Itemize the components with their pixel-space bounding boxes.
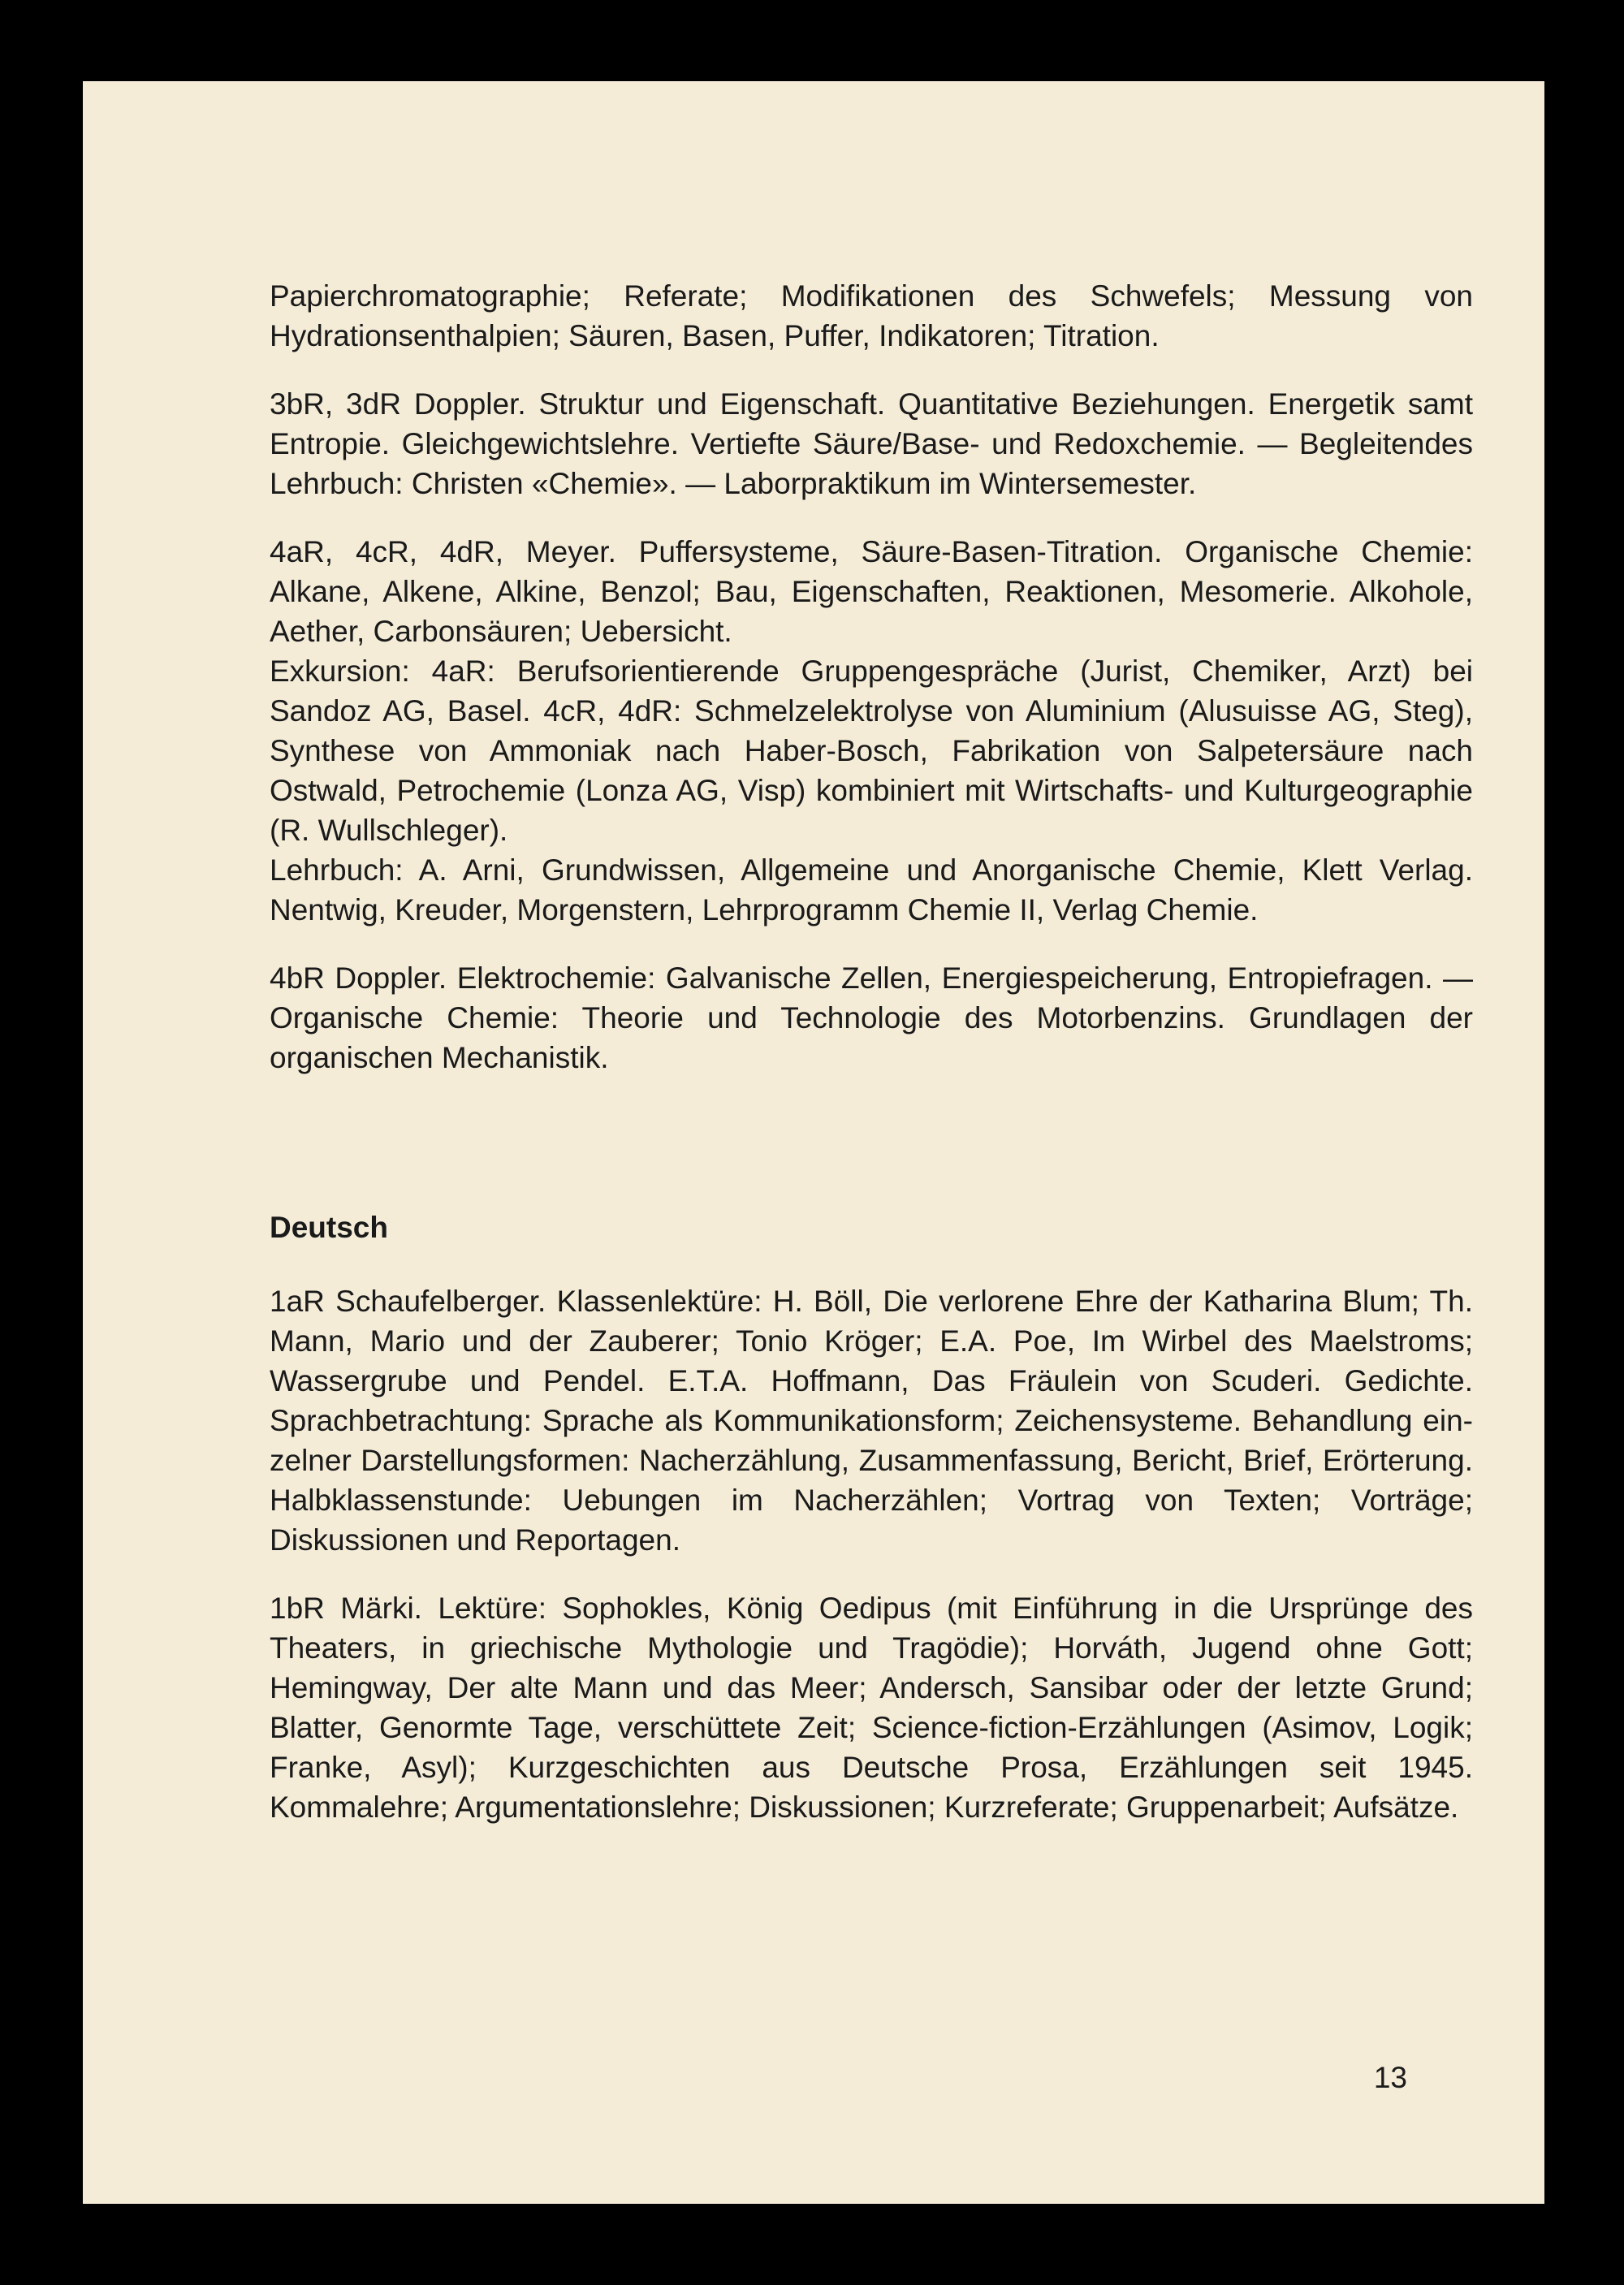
page-number: 13 (1373, 2061, 1407, 2094)
section-heading-deutsch: Deutsch (270, 1211, 388, 1244)
deutsch-paragraph-1aR: 1aR Schaufelberger. Klassenlektüre: H. Böll, Die verlorene Ehre der Katharina Blum; Th. Mann, Mario und der Zauberer; Tonio Kröger; E.A. Poe, Im Wirbel des Maelstroms; Wassergrube und Pendel. E.T.A. Hoffmann, Das Fräulein von Scuderi. Gedichte. Sprachbetrachtung: Sprache als Kommunikationsform; Zeichensysteme. Behandlung einzelner Darstellungsformen: Nacherzählung, Zusammenfassung, Bericht, Brief, Erörterung. Halbklassenstunde: Uebungen im Nacherzählen; Vortrag von Texten; Vorträge; Diskussionen und Reportagen. (270, 1285, 1473, 1557)
document-page (83, 81, 1544, 2204)
page-content (270, 276, 1473, 1855)
deutsch-paragraph-1bR: 1bR Märki. Lektüre: Sophokles, König Oedipus (mit Einführung in die Ursprünge des Theaters, in griechische Mythologie und Tragödie); Horváth, Jugend ohne Gott; Hemingway, Der alte Mann und das Meer; Andersch, Sansibar oder der letzte Grund; Blatter, Genormte Tage, verschüttete Zeit; Science-fiction-Erzählungen (Asimov, Logik; Franke, Asyl); Kurzgeschichten aus Deutsche Prosa, Erzählungen seit 1945. Kommalehre; Argumentationslehre; Diskussionen; Kurzreferate; Gruppenarbeit; Aufsätze. (270, 1592, 1473, 1824)
chemie-paragraph-4bR: 4bR Doppler. Elektrochemie: Galvanische Zellen, Energiespeicherung, Entropiefragen. — Organische Chemie: Theorie und Technologie des Motorbenzins. Grundlagen der organischen Mechanistik. (270, 961, 1473, 1074)
chemie-paragraph-3bR: 3bR, 3dR Doppler. Struktur und Eigenschaft. Quantitative Beziehungen. Energetik samt Entropie. Gleichgewichtslehre. Vertiefte Säure/Base- und Redoxchemie. — Begleitendes Lehrbuch: Christen «Chemie». — Laborpraktikum im Wintersemester. (270, 387, 1473, 500)
chemie-paragraph-exkursion: Exkursion: 4aR: Berufsorientierende Gruppengespräche (Jurist, Chemiker, Arzt) bei Sandoz AG, Basel. 4cR, 4dR: Schmelzelektrolyse von Aluminium (Alusuisse AG, Steg), Synthese von Ammoniak nach Haber-Bosch, Fabrikation von Salpetersäure nach Ostwald, Petrochemie (Lonza AG, Visp) kombiniert mit Wirtschafts- und Kulturgeographie (R. Wullschleger). (270, 654, 1473, 847)
chemie-paragraph-1: Papierchromatographie; Referate; Modifikationen des Schwefels; Messung von Hydrationsenthalpien; Säuren, Basen, Puffer, Indikatoren; Titration. (270, 279, 1473, 352)
chemie-paragraph-lehrbuch: Lehrbuch: A. Arni, Grundwissen, Allgemeine und Anorganische Chemie, Klett Verlag. Nentwig, Kreuder, Morgenstern, Lehrprogramm Chemie II, Verlag Chemie. (270, 853, 1473, 927)
chemie-paragraph-4aR: 4aR, 4cR, 4dR, Meyer. Puffersysteme, Säure-Basen-Titration. Organische Chemie: Alkane, Alkene, Alkine, Benzol; Bau, Eigenschaften, Reaktionen, Mesomerie. Alkohole, Aether, Carbonsäuren; Uebersicht. (270, 535, 1473, 648)
